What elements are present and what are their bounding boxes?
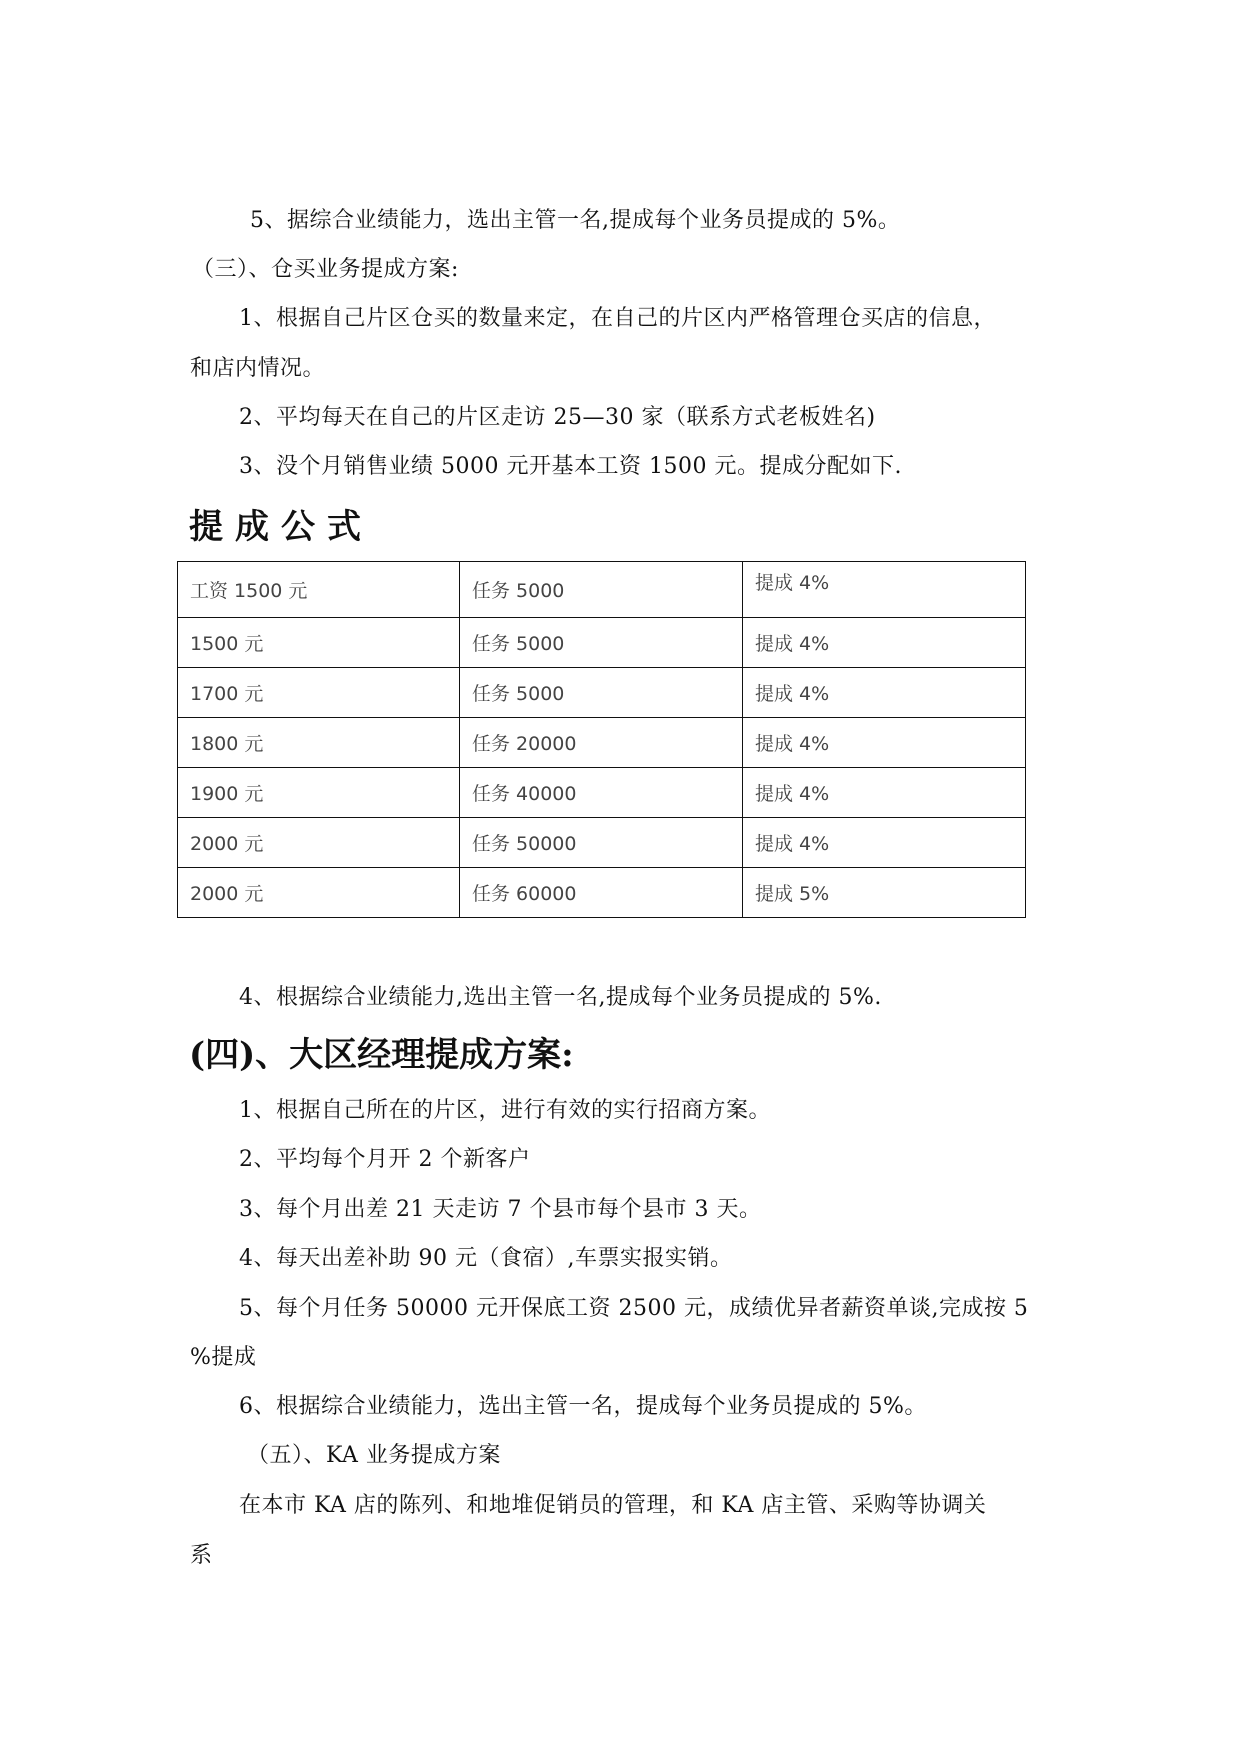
- table-cell-salary: 1900 元: [178, 768, 460, 818]
- table-cell-commission: 提成 4%: [743, 668, 1026, 718]
- table-row: [178, 668, 1026, 718]
- table-cell-salary: 2000 元: [178, 868, 460, 918]
- paragraph-line: 2、平均每天在自己的片区走访 25—30 家（联系方式老板姓名): [239, 405, 876, 430]
- paragraph-line: 和店内情况。: [190, 356, 326, 381]
- table-row: [178, 562, 1026, 618]
- table-cell-salary: 1700 元: [178, 668, 460, 718]
- table-cell-task: 任务 5000: [460, 618, 743, 668]
- table-row: [178, 768, 1026, 818]
- commission-table: [177, 561, 1026, 918]
- table-cell-commission: 提成 4%: [743, 768, 1026, 818]
- table-cell-task: 任务 20000: [460, 718, 743, 768]
- table-cell-task: 任务 50000: [460, 818, 743, 868]
- section-3-title: （三）、仓买业务提成方案:: [192, 257, 459, 282]
- table-row: [178, 868, 1026, 918]
- table-cell-salary: 1500 元: [178, 618, 460, 668]
- table-cell-salary: 2000 元: [178, 818, 460, 868]
- table-cell-commission: 提成 4%: [743, 562, 1026, 618]
- table-cell-commission: 提成 4%: [743, 818, 1026, 868]
- table-row: [178, 618, 1026, 668]
- paragraph-line: 5、每个月任务 50000 元开保底工资 2500 元，成绩优异者薪资单谈,完成按 5: [239, 1296, 1029, 1321]
- paragraph-line: 系: [190, 1543, 213, 1568]
- table-cell-salary: 工资 1500 元: [178, 562, 460, 618]
- formula-heading: 提成公式: [189, 507, 373, 547]
- section-4-title: (四)、大区经理提成方案:: [189, 1035, 574, 1075]
- section-5-title: （五）、KA 业务提成方案: [247, 1443, 501, 1468]
- paragraph-line: 5、据综合业绩能力，选出主管一名,提成每个业务员提成的 5%。: [250, 208, 901, 233]
- table-row: [178, 718, 1026, 768]
- paragraph-line: 2、平均每个月开 2 个新客户: [239, 1147, 531, 1172]
- paragraph-line: 在本市 KA 店的陈列、和地堆促销员的管理，和 KA 店主管、采购等协调关: [239, 1493, 987, 1518]
- paragraph-line: 3、每个月出差 21 天走访 7 个县市每个县市 3 天。: [239, 1197, 762, 1222]
- table-cell-task: 任务 5000: [460, 668, 743, 718]
- table-row: [178, 818, 1026, 868]
- paragraph-line: 6、根据综合业绩能力，选出主管一名，提成每个业务员提成的 5%。: [239, 1394, 927, 1419]
- table-cell-task: 任务 60000: [460, 868, 743, 918]
- table-cell-salary: 1800 元: [178, 718, 460, 768]
- paragraph-line: 4、根据综合业绩能力,选出主管一名,提成每个业务员提成的 5%.: [239, 985, 882, 1010]
- paragraph-line: 3、没个月销售业绩 5000 元开基本工资 1500 元。提成分配如下.: [239, 454, 902, 479]
- paragraph-line: 1、根据自己所在的片区，进行有效的实行招商方案。: [239, 1098, 771, 1123]
- paragraph-line: 4、每天出差补助 90 元（食宿）,车票实报实销。: [239, 1246, 733, 1271]
- table-cell-task: 任务 40000: [460, 768, 743, 818]
- table-cell-commission: 提成 4%: [743, 718, 1026, 768]
- table-cell-commission: 提成 4%: [743, 618, 1026, 668]
- table-cell-task: 任务 5000: [460, 562, 743, 618]
- paragraph-line: 1、根据自己片区仓买的数量来定，在自己的片区内严格管理仓买店的信息，: [239, 306, 996, 331]
- table-cell-commission: 提成 5%: [743, 868, 1026, 918]
- paragraph-line: %提成: [190, 1345, 257, 1370]
